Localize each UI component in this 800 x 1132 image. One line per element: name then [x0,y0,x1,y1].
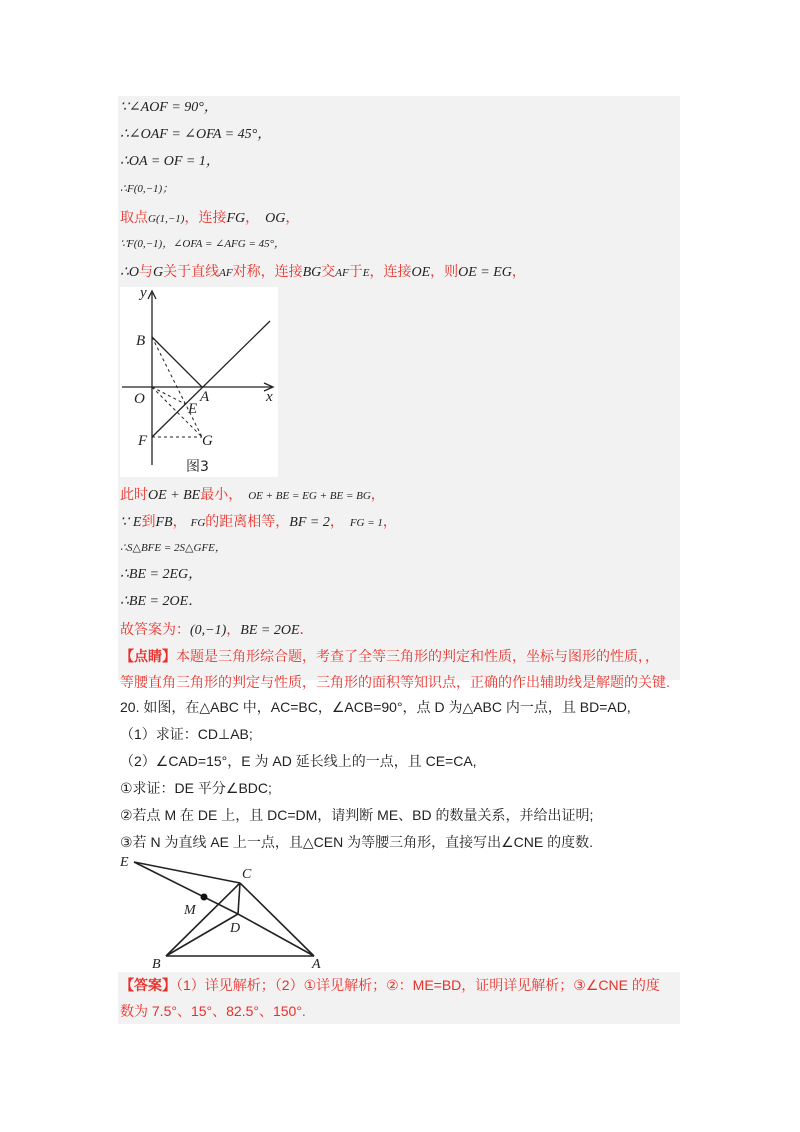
text: 关于直线 [163,263,220,279]
text: ， [370,486,385,502]
text: FB [155,515,173,530]
text: ，连接 [184,209,227,225]
question-part-2a: ①求证：DE 平分∠BDC; [120,780,272,796]
segment-oe-dashed [152,387,185,404]
text: FG = 1 [349,517,383,529]
answer-line-2: 数为 7.5°、15°、82.5°、150°. [120,1003,306,1019]
text: 最小， [200,486,243,502]
label-b: B [152,957,161,970]
seg-fg: FG [226,211,246,226]
label-d: D [230,921,241,936]
comment-tag: 【点睛】 [120,648,176,664]
solution-line-13 [120,619,314,641]
point-g: G(1,−1) [148,213,185,225]
label-o: O [134,391,145,407]
label-y: y [140,287,147,301]
text: G [153,265,164,280]
text: 到 [141,513,156,529]
label-e: E [120,855,129,870]
text: AF [335,267,349,279]
solution-line-1: ∵∠AOF = 90°， [120,100,218,115]
seg-og: OG [265,211,286,226]
text: E [132,515,142,530]
label-x: x [266,389,273,405]
label-a: A [312,957,321,970]
text: E [362,267,370,279]
comment-line-2: 等腰直角三角形的判定与性质，三角形的面积等知识点，正确的作出辅助线是解题的关键. [120,674,670,690]
text: 取点 [120,209,148,225]
question-stem: 20. 如图，在△ABC 中，AC=BC，∠ACB=90°，点 D 为△ABC 内一点，且 BD=AD, [120,699,631,715]
text: (0,−1) [190,623,227,638]
segment-da [238,914,314,956]
figure-20 [118,850,324,970]
segment-ec [134,862,240,883]
text: OE + BE = EG + BE = BG [248,490,371,502]
answer-line-1 [120,975,660,995]
solution-line-2: ∴∠OAF = ∠OFA = 45°， [120,127,272,142]
text: BF = 2 [289,515,330,530]
solution-line-3: ∴OA = OF = 1， [120,154,220,169]
label-c: C [242,867,252,882]
text: BG [302,265,322,280]
text: BE = 2OE [240,623,300,638]
text: AF [219,267,233,279]
solution-line-10: ∴S△BFE = 2S△GFE， [120,542,226,554]
solution-line-5 [120,207,299,229]
answer-text-1: （1）详见解析；（2）①详见解析；②：ME=BD，证明详见解析；③∠CNE 的度 [176,977,660,993]
text: ，则 [430,263,459,279]
question-part-2: （2）∠CAD=15°，E 为 AD 延长线上的一点，且 CE=CA, [120,753,477,769]
answer-tag: 【答案】 [120,977,176,993]
text: 故答案为： [120,621,190,637]
text: ， [172,513,187,529]
segment-cd [238,883,240,914]
text: 于 [348,263,363,279]
solution-line-4: ∴F(0,−1)； [120,183,174,195]
figure-20-drawing [118,850,324,970]
label-m: M [184,903,196,918]
text: ， [329,513,344,529]
solution-line-9 [120,511,397,533]
solution-line-12: ∴BE = 2OE． [120,594,203,609]
segment-ba [152,337,202,387]
text: ， [511,263,526,279]
question-part-2b: ②若点 M 在 DE 上，且 DC=DM，请判断 ME、BD 的数量关系，并给出证明; [120,807,594,823]
question-part-1: （1）求证：CD⊥AB; [120,726,253,742]
segment-ca [240,883,314,956]
text: ． [299,621,314,637]
solution-line-11: ∴BE = 2EG， [120,567,203,582]
comment-line-1 [120,646,659,666]
figure-3-caption: 图3 [186,459,209,475]
figure-3-drawing [120,287,278,477]
text: ， [245,209,260,225]
text: ， [226,621,241,637]
text: ， [382,513,397,529]
text: ，连接 [369,263,412,279]
text: OE + BE [148,488,201,503]
comment-text-1: 本题是三角形综合题，考查了全等三角形的判定和性质，坐标与图形的性质，， [176,648,659,664]
line-fa [152,321,270,437]
text: OE [411,265,431,280]
text: ， [285,209,300,225]
label-g: G [202,433,213,449]
label-e: E [188,401,198,417]
text: FG [190,517,206,529]
text: 对称，连接 [232,263,303,279]
question-part-2c: ③若 N 为直线 AE 上一点，且△CEN 为等腰三角形，直接写出∠CNE 的度数. [120,834,593,850]
solution-line-7 [120,261,526,283]
solution-line-8 [120,484,385,506]
label-b: B [136,333,146,349]
label-f: F [138,433,148,449]
text: OE = EG [458,265,512,280]
text: 与 [139,263,154,279]
text: 交 [321,263,336,279]
figure-3 [120,287,278,477]
point-m [201,894,208,901]
solution-line-6: ∵F(0,−1)，∠OFA = ∠AFG = 45°， [120,238,286,250]
label-a: A [200,389,210,405]
text: ∵ [120,515,129,530]
text: ∴O [120,265,140,280]
text: 的距离相等， [205,513,290,529]
text: 此时 [120,486,148,502]
